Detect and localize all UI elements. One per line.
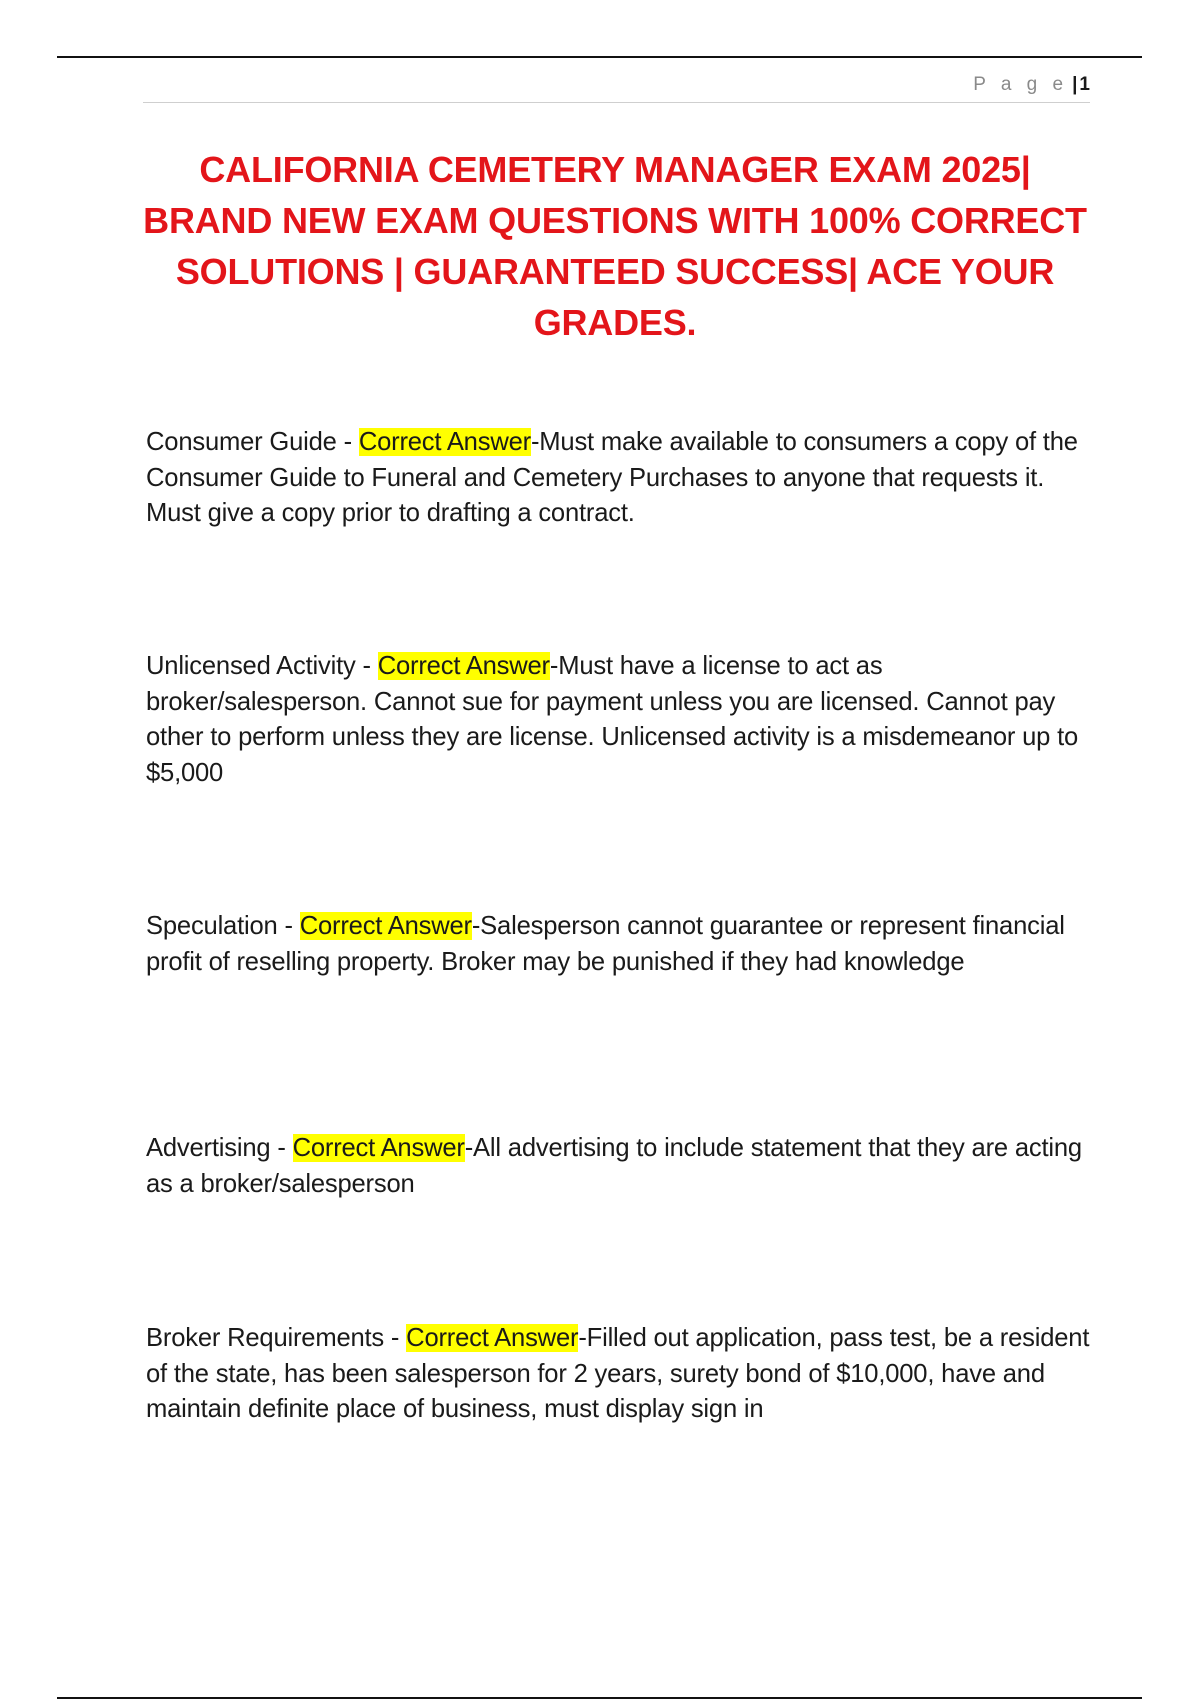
qa-entry — [146, 425, 1091, 532]
page-number-label — [973, 74, 1090, 96]
bottom-page-rule — [57, 1697, 1142, 1699]
entry-answer: -Must have a license to act as broker/salesperson. Cannot sue for payment unless you are licensed. Cannot pay other to perform unless they are license. Unlicensed activity is a misdemeanor up to $5,000 — [146, 652, 1079, 787]
page-word: P a g e — [973, 74, 1069, 95]
qa-entry — [146, 1321, 1091, 1428]
entry-term: Advertising - — [146, 1134, 293, 1162]
document-title: CALIFORNIA CEMETERY MANAGER EXAM 2025| BRAND NEW EXAM QUESTIONS WITH 100% CORRECT SOLUTIONS | GUARANTEED SUCCESS| ACE YOUR GRADES. — [143, 149, 1087, 343]
entry-term: Broker Requirements - — [146, 1324, 407, 1352]
correct-answer-highlight: Correct Answer — [377, 652, 550, 680]
page-number: 1 — [1079, 74, 1090, 95]
correct-answer-highlight: Correct Answer — [406, 1324, 579, 1352]
page-separator: | — [1072, 74, 1078, 95]
correct-answer-highlight: Correct Answer — [299, 912, 472, 940]
correct-answer-highlight: Correct Answer — [292, 1134, 465, 1162]
qa-entry — [146, 649, 1091, 791]
entry-answer: -Must make available to consumers a copy of the Consumer Guide to Funeral and Cemetery Purchases to anyone that requests it. Must give a copy prior to drafting a contract. — [146, 428, 1078, 527]
qa-entry — [146, 1131, 1091, 1202]
entry-answer: -Salesperson cannot guarantee or represent financial profit of reselling property. Broker may be punished if they had knowledge — [146, 912, 1065, 976]
entry-answer: -All advertising to include statement that they are acting as a broker/salesperson — [146, 1134, 1082, 1198]
qa-entry — [146, 909, 1091, 980]
top-page-rule — [57, 56, 1142, 58]
entry-term: Consumer Guide - — [146, 428, 359, 456]
correct-answer-highlight: Correct Answer — [358, 428, 531, 456]
entry-term: Speculation - — [146, 912, 300, 940]
entry-term: Unlicensed Activity - — [146, 652, 378, 680]
entry-answer: -Filled out application, pass test, be a resident of the state, has been salesperson for 2 years, surety bond of $10,000, have and maintain definite place of business, must display sign in — [146, 1324, 1090, 1423]
page-header — [143, 68, 1090, 103]
